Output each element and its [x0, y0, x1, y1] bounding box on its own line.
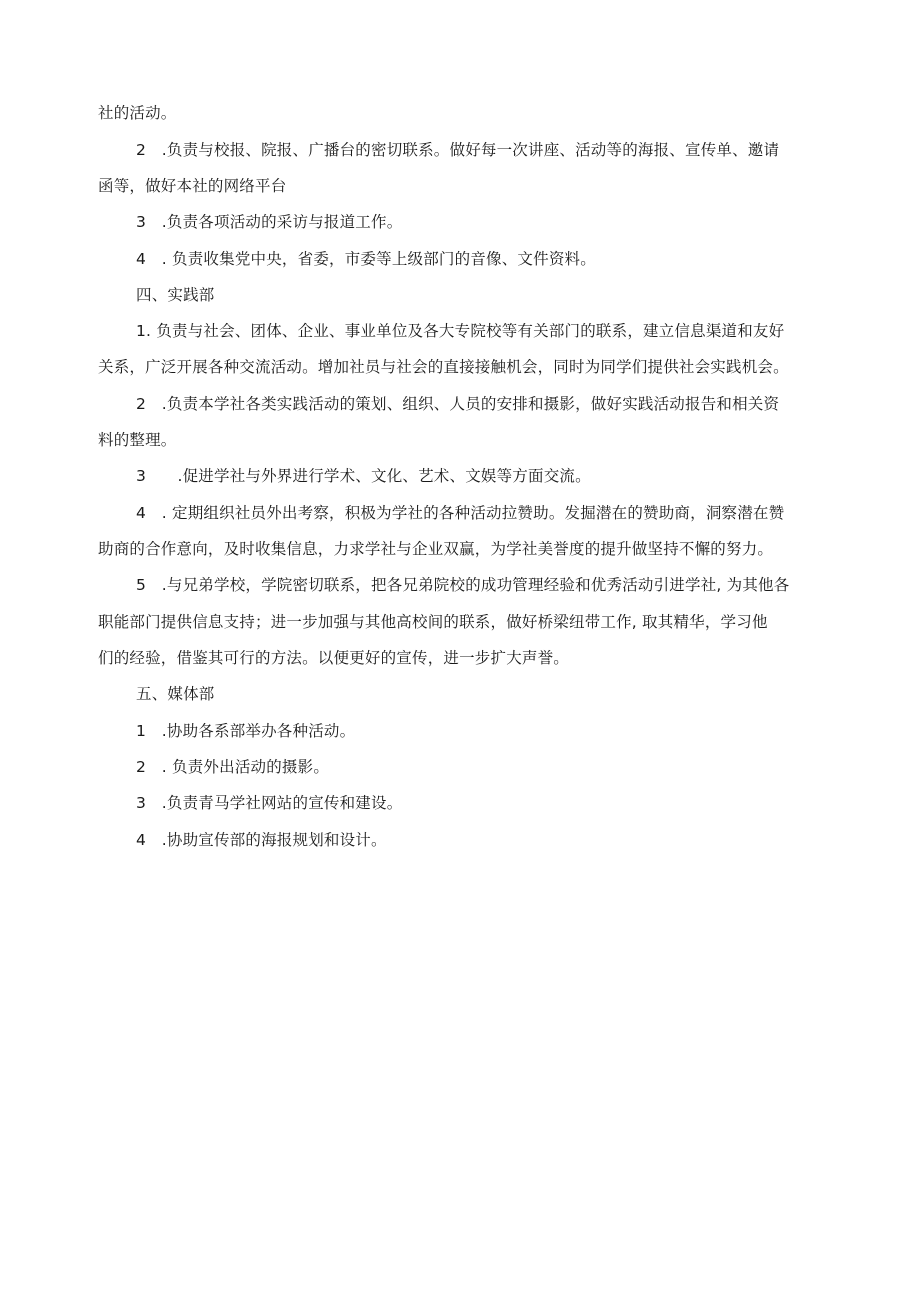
text-line-5: 4 . 负责收集党中央，省委，市委等上级部门的音像、文件资料。	[136, 250, 596, 268]
text-line-14: 5 .与兄弟学校，学院密切联系，把各兄弟院校的成功管理经验和优秀活动引进学社, 为其他各	[136, 576, 790, 594]
text-line-3: 函等，做好本社的网络平台	[98, 177, 287, 195]
text-line-8: 关系，广泛开展各种交流活动。增加社员与社会的直接接触机会，同时为同学们提供社会实践机会。	[98, 358, 789, 376]
text-line-21: 4 .协助宣传部的海报规划和设计。	[136, 831, 387, 849]
section-heading-practice: 四、实践部	[136, 286, 215, 304]
text-line-20: 3 .负责青马学社网站的宣传和建设。	[136, 794, 403, 812]
text-line-15: 职能部门提供信息支持；进一步加强与其他高校间的联系，做好桥梁纽带工作, 取其精华，学习他	[98, 613, 768, 631]
text-line-19: 2 . 负责外出活动的摄影。	[136, 758, 330, 776]
section-heading-media: 五、媒体部	[136, 685, 215, 703]
text-line-16: 们的经验，借鉴其可行的方法。以便更好的宣传，进一步扩大声誉。	[98, 649, 570, 667]
text-line-4: 3 .负责各项活动的采访与报道工作。	[136, 213, 403, 231]
text-line-13: 助商的合作意向，及时收集信息，力求学社与企业双赢，为学社美誉度的提升做坚持不懈的努力。	[98, 540, 774, 558]
text-line-18: 1 .协助各系部举办各种活动。	[136, 722, 356, 740]
text-line-12: 4 . 定期组织社员外出考察，积极为学社的各种活动拉赞助。发掘潜在的赞助商，洞察潜在赞	[136, 504, 785, 522]
text-line-2: 2 .负责与校报、院报、广播台的密切联系。做好每一次讲座、活动等的海报、宣传单、邀请	[136, 141, 780, 159]
text-line-7: 1. 负责与社会、团体、企业、事业单位及各大专院校等有关部门的联系，建立信息渠道和友好	[136, 322, 785, 340]
text-line-9: 2 .负责本学社各类实践活动的策划、组织、人员的安排和摄影，做好实践活动报告和相关资	[136, 395, 780, 413]
text-line-11: 3 .促进学社与外界进行学术、文化、艺术、文娱等方面交流。	[136, 467, 591, 485]
text-line-10: 料的整理。	[98, 431, 177, 449]
text-line-1: 社的活动。	[98, 104, 177, 122]
